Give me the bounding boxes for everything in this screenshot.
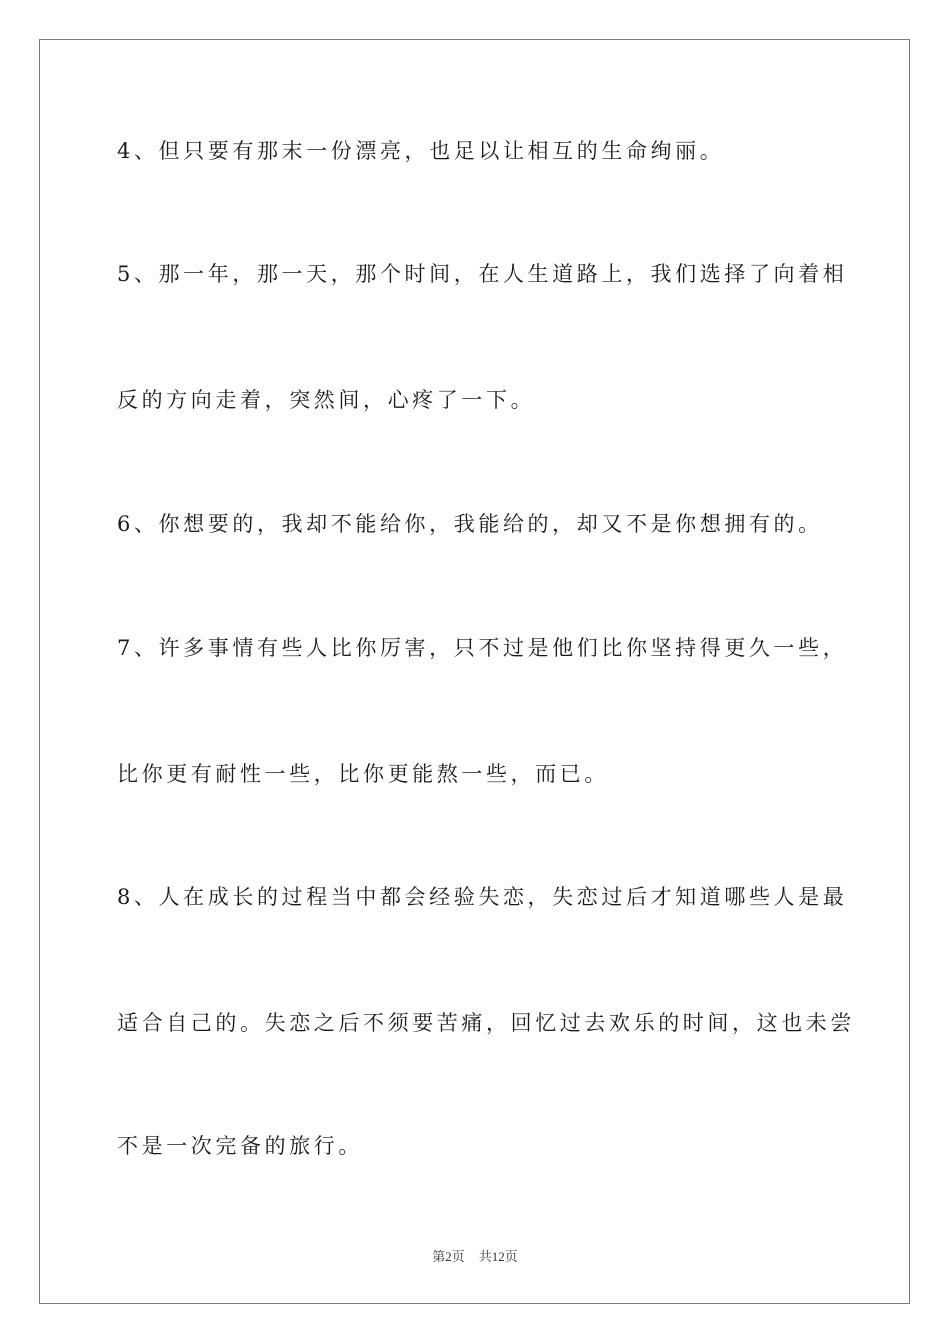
text-line-6: 比你更有耐性一些，比你更能熬一些，而已。 xyxy=(117,762,609,786)
page-footer xyxy=(0,1246,950,1265)
text-line-3: 反的方向走着，突然间，心疼了一下。 xyxy=(117,388,536,412)
page-total: 共12页 xyxy=(478,1249,518,1264)
text-line-9: 不是一次完备的旅行。 xyxy=(117,1134,363,1158)
text-line-8: 适合自己的。失恋之后不须要苦痛，回忆过去欢乐的时间，这也未尝 xyxy=(117,1011,855,1035)
text-line-7: 8、人在成长的过程当中都会经验失恋，失恋过后才知道哪些人是最 xyxy=(117,885,848,909)
text-line-5: 7、许多事情有些人比你厉害，只不过是他们比你坚持得更久一些， xyxy=(117,636,848,660)
text-line-4: 6、你想要的，我却不能给你，我能给的，却又不是你想拥有的。 xyxy=(117,512,823,536)
page-number: 第2页 xyxy=(432,1249,465,1264)
text-line-1: 4、但只要有那末一份漂亮，也足以让相互的生命绚丽。 xyxy=(117,139,725,163)
text-line-2: 5、那一年，那一天，那个时间，在人生道路上，我们选择了向着相 xyxy=(117,262,848,286)
page-frame xyxy=(39,39,910,1304)
